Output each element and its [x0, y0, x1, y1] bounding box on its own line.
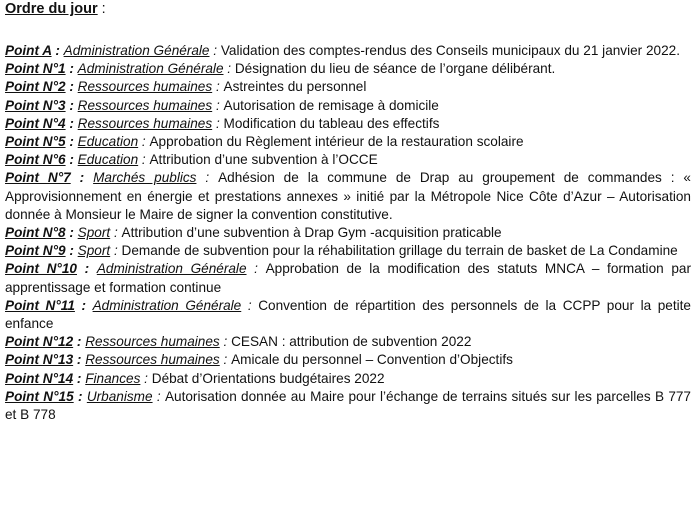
- agenda-item-text: Convention de répartition des personnels de la CCPP pour la petite enfance: [5, 297, 691, 332]
- agenda-item-label: Point N°1: [5, 61, 66, 77]
- agenda-item-text: Autorisation donnée au Maire pour l’échange de terrains situés sur les parcelles B 777 et B 778: [5, 388, 691, 423]
- agenda-item-text: Modification du tableau des effectifs: [223, 115, 440, 131]
- agenda-item-category: Sport: [77, 243, 111, 259]
- agenda-item-category: Ressources humaines: [77, 115, 213, 131]
- agenda-item-text: Approbation de la modification des statuts MNCA – formation par apprentissage et formation continue: [5, 261, 691, 295]
- agenda-item: Point N°6 : Education : Attribution d’une subvention à l’OCCE: [5, 152, 378, 168]
- agenda-item: Point N°3 : Ressources humaines : Autorisation de remisage à domicile: [5, 97, 439, 113]
- agenda-item-text: Adhésion de la commune de Drap au groupement de commandes : « Approvisionnement en énergie et prestations annexes » initié par la Métropole Nice Côte d’Azur – Autorisation donnée à Monsieur le Maire de signer la convention constitutive.: [5, 170, 691, 222]
- agenda-item-label: Point N°2: [5, 79, 66, 95]
- agenda-item-category: Ressources humaines: [77, 97, 213, 113]
- agenda-item-category: Ressources humaines: [85, 352, 220, 368]
- agenda-item-category: Administration Générale: [92, 297, 242, 313]
- agenda-item-label: Point N°7: [5, 170, 71, 186]
- agenda-item-category: Sport: [77, 225, 111, 241]
- agenda-item: Point N°5 : Education : Approbation du Règlement intérieur de la restauration scolaire: [5, 134, 524, 150]
- agenda-item-label: Point N°3: [5, 97, 66, 113]
- agenda-item-text: Amicale du personnel – Convention d’Objectifs: [231, 352, 513, 368]
- agenda-item-label: Point N°12: [5, 334, 74, 350]
- agenda-heading-suffix: :: [97, 1, 106, 17]
- agenda-item-label: Point N°15: [5, 388, 74, 404]
- agenda-item-text: Astreintes du personnel: [223, 79, 367, 95]
- agenda-item-text: Validation des comptes-rendus des Conseils municipaux du 21 janvier 2022.: [220, 43, 681, 58]
- agenda-item-label: Point N°10: [5, 261, 77, 277]
- agenda-item-text: Désignation du lieu de séance de l’organe délibérant.: [234, 61, 556, 77]
- agenda-item-text: Débat d’Orientations budgétaires 2022: [151, 370, 385, 386]
- agenda-item: Point N°9 : Sport : Demande de subvention pour la réhabilitation grillage du terrain de basket de La Condamine: [5, 243, 678, 259]
- agenda-item-category: Administration Générale: [63, 43, 210, 58]
- agenda-item-category: Ressources humaines: [85, 334, 220, 350]
- agenda-item: Point N°15 : Urbanisme : Autorisation donnée au Maire pour l’échange de terrains situés sur les parcelles B 777 et B 778: [5, 388, 691, 423]
- agenda-item-category: Administration Générale: [77, 61, 224, 77]
- agenda-item-text: Attribution d’une subvention à l’OCCE: [149, 152, 378, 168]
- agenda-item-label: Point A: [5, 43, 52, 58]
- agenda-heading: [5, 0, 106, 18]
- agenda-item: Point N°8 : Sport : Attribution d’une subvention à Drap Gym -acquisition praticable: [5, 225, 502, 241]
- agenda-item: Point N°12 : Ressources humaines : CESAN : attribution de subvention 2022: [5, 334, 472, 350]
- agenda-item-category: Administration Générale: [96, 261, 247, 277]
- agenda-item-label: Point N°11: [5, 297, 75, 313]
- agenda-item-label: Point N°6: [5, 152, 66, 168]
- agenda-heading-title: Ordre du jour: [5, 1, 98, 17]
- agenda-item: Point N°11 : Administration Générale : Convention de répartition des personnels de la CCPP pour la petite enfance: [5, 297, 691, 332]
- agenda-item-label: Point N°8: [5, 225, 66, 241]
- agenda-item-text: Attribution d’une subvention à Drap Gym -acquisition praticable: [121, 225, 502, 241]
- agenda-item-label: Point N°9: [5, 243, 66, 259]
- agenda-item-text: Autorisation de remisage à domicile: [223, 97, 439, 113]
- agenda-item: Point N°2 : Ressources humaines : Astreintes du personnel: [5, 79, 367, 95]
- agenda-item-category: Urbanisme: [86, 388, 153, 404]
- agenda-item: Point N°1 : Administration Générale : Désignation du lieu de séance de l’organe délibérant.: [5, 61, 556, 77]
- agenda-item-label: Point N°5: [5, 134, 66, 150]
- agenda-item: Point N°7 : Marchés publics : Adhésion de la commune de Drap au groupement de commandes : « Approvisionnement en énergie et prestations annexes » initié par la Métropole Nice Côte d’Azur – Autorisation donnée à Monsieur le Maire de signer la convention constitutive.: [5, 170, 691, 222]
- agenda-item-category: Finances: [85, 370, 141, 386]
- agenda-item-category: Marchés publics: [93, 170, 197, 186]
- agenda-item-text: Approbation du Règlement intérieur de la restauration scolaire: [149, 134, 524, 150]
- agenda-item-category: Education: [77, 134, 139, 150]
- agenda-item: Point N°14 : Finances : Débat d’Orientations budgétaires 2022: [5, 370, 385, 386]
- agenda-item-text: CESAN : attribution de subvention 2022: [231, 334, 472, 350]
- agenda-item-label: Point N°4: [5, 115, 66, 131]
- agenda-item-category: Ressources humaines: [77, 79, 213, 95]
- agenda-item: Point A : Administration Générale : Validation des comptes-rendus des Conseils municipaux du 21 janvier 2022.: [5, 43, 681, 58]
- agenda-list: [5, 42, 691, 424]
- agenda-item: Point N°13 : Ressources humaines : Amicale du personnel – Convention d’Objectifs: [5, 352, 513, 368]
- agenda-item-label: Point N°14: [5, 370, 74, 386]
- agenda-item: Point N°10 : Administration Générale : Approbation de la modification des statuts MNCA – formation par apprentissage et formation continue: [5, 261, 691, 295]
- agenda-item-text: Demande de subvention pour la réhabilitation grillage du terrain de basket de La Condamine: [121, 243, 678, 259]
- agenda-item-category: Education: [77, 152, 139, 168]
- agenda-item: Point N°4 : Ressources humaines : Modification du tableau des effectifs: [5, 115, 440, 131]
- agenda-item-label: Point N°13: [5, 352, 74, 368]
